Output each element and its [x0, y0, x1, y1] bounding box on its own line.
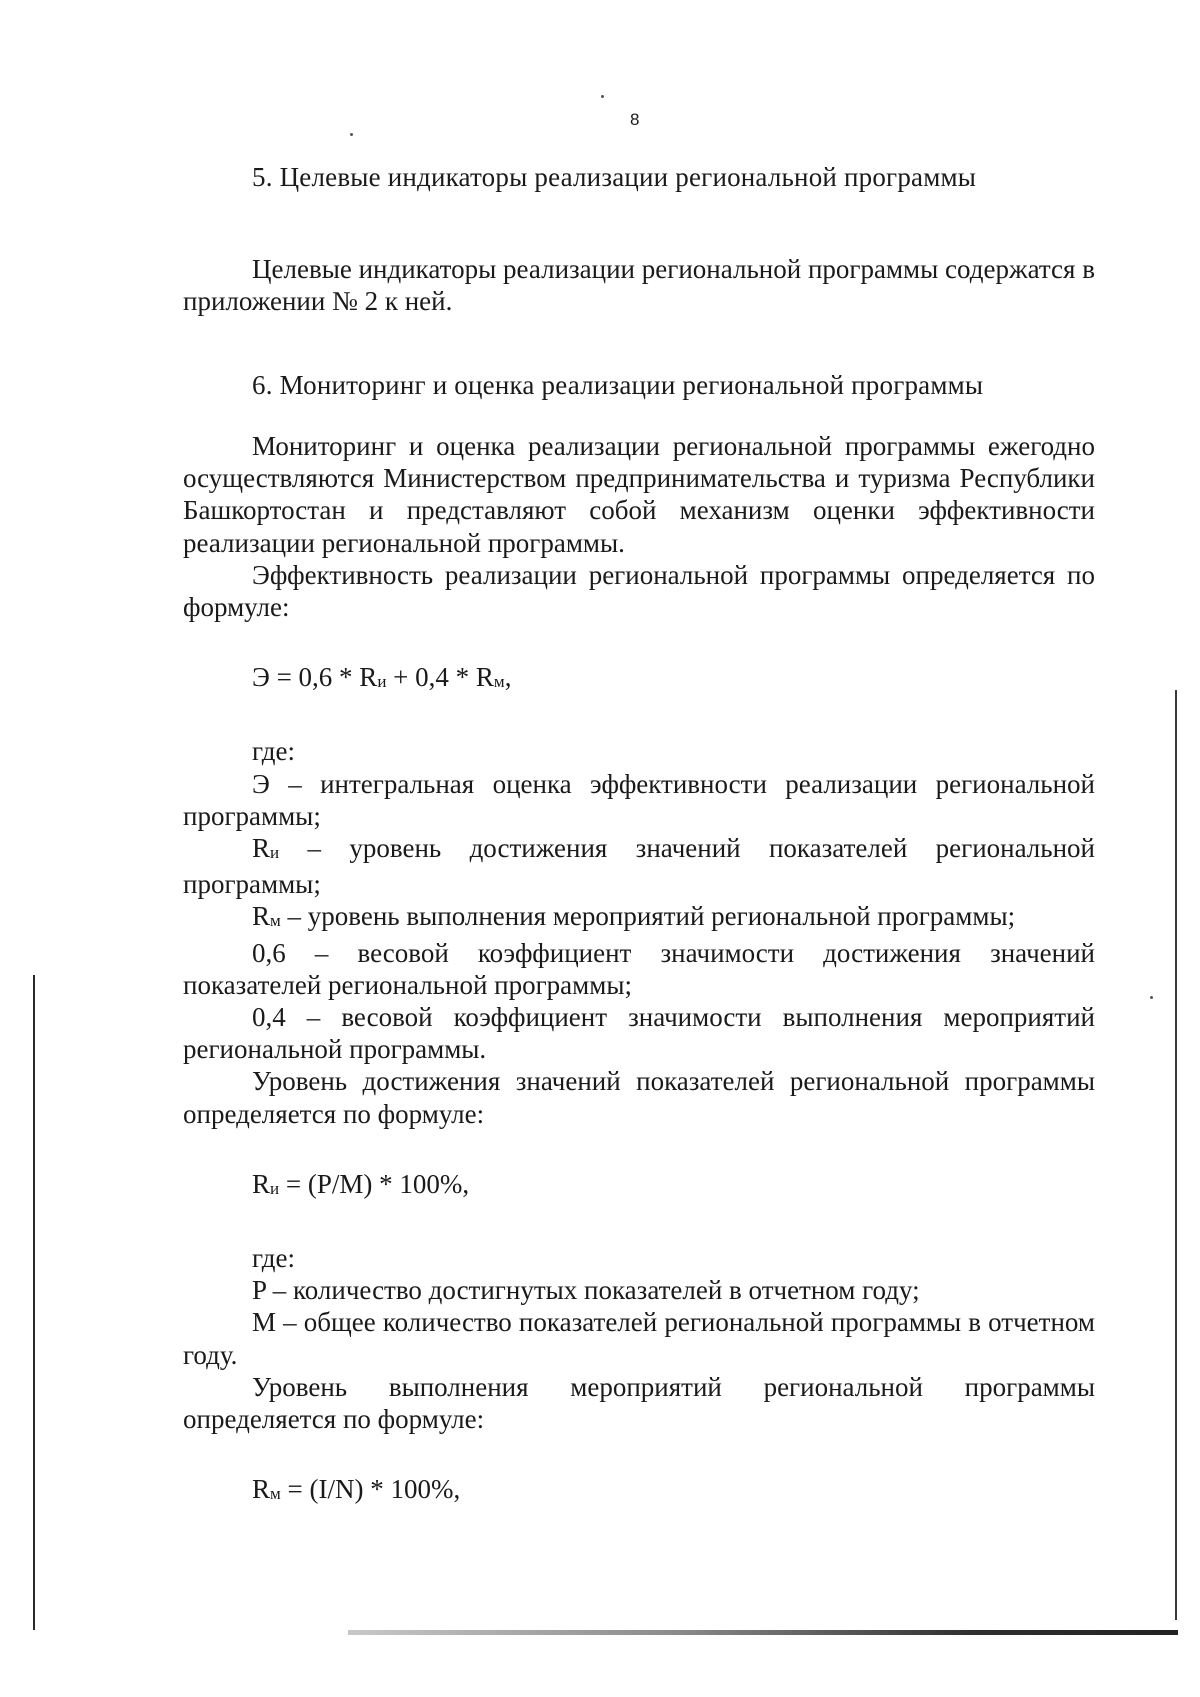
- where-label: где:: [252, 736, 295, 767]
- where-label-2: где:: [252, 1243, 295, 1274]
- indicators-formula: Rи = (P/M) * 100%,: [252, 1168, 470, 1199]
- section-6-heading: 6. Мониторинг и оценка реализации региональной программы: [252, 370, 984, 400]
- efficiency-paragraph: Эффективность реализации региональной программы определяется по формуле:: [183, 559, 1095, 623]
- definition-weight-06: 0,6 – весовой коэффициент значимости достижения значений показателей региональной программы;: [183, 937, 1095, 1000]
- scan-speck: [350, 133, 353, 136]
- definition-m: M – общее количество показателей региональной программы в отчетном году.: [183, 1307, 1095, 1370]
- section-6-body: [183, 430, 1095, 1509]
- definition-p: P – количество достигнутых показателей в отчетном году;: [252, 1275, 920, 1306]
- scan-margin-line-right: [1175, 690, 1177, 1620]
- indicators-level-paragraph: Уровень достижения значений показателей региональной программы определяется по формуле:: [183, 1066, 1095, 1129]
- scan-bottom-rule: [348, 1630, 1178, 1635]
- definition-e: Э – интегральная оценка эффективности реализации региональной программы;: [183, 768, 1095, 831]
- scan-margin-line-left: [33, 975, 35, 1630]
- section-5-paragraph: Целевые индикаторы реализации региональной программы содержатся в приложении № 2 к ней.: [183, 254, 1095, 317]
- definition-weight-04: 0,4 – весовой коэффициент значимости выполнения мероприятий региональной программы.: [183, 1002, 1095, 1065]
- section-5-heading: 5. Целевые индикаторы реализации региональной программы: [252, 162, 977, 192]
- efficiency-formula: Э = 0,6 * Rи + 0,4 * Rм,: [252, 662, 512, 693]
- monitoring-paragraph: Мониторинг и оценка реализации региональной программы ежегодно осуществляются Министерством предпринимательства и туризма Республики Башкортостан и представляют собой механизм оценки эффективности реализации региональной программы.: [183, 431, 1095, 558]
- definition-ri: Rи – уровень достижения значений показателей региональной программы;: [183, 833, 1095, 900]
- activities-level-paragraph: Уровень выполнения мероприятий региональной программы определяется по формуле:: [183, 1371, 1095, 1435]
- page-number: 8: [630, 110, 640, 129]
- section-5-body: [183, 253, 1095, 317]
- scan-speck: [1150, 996, 1153, 999]
- scan-speck: [601, 95, 604, 98]
- activities-formula: Rм = (I/N) * 100%,: [252, 1474, 461, 1505]
- definition-rm: Rм – уровень выполнения мероприятий региональной программы;: [252, 901, 1016, 932]
